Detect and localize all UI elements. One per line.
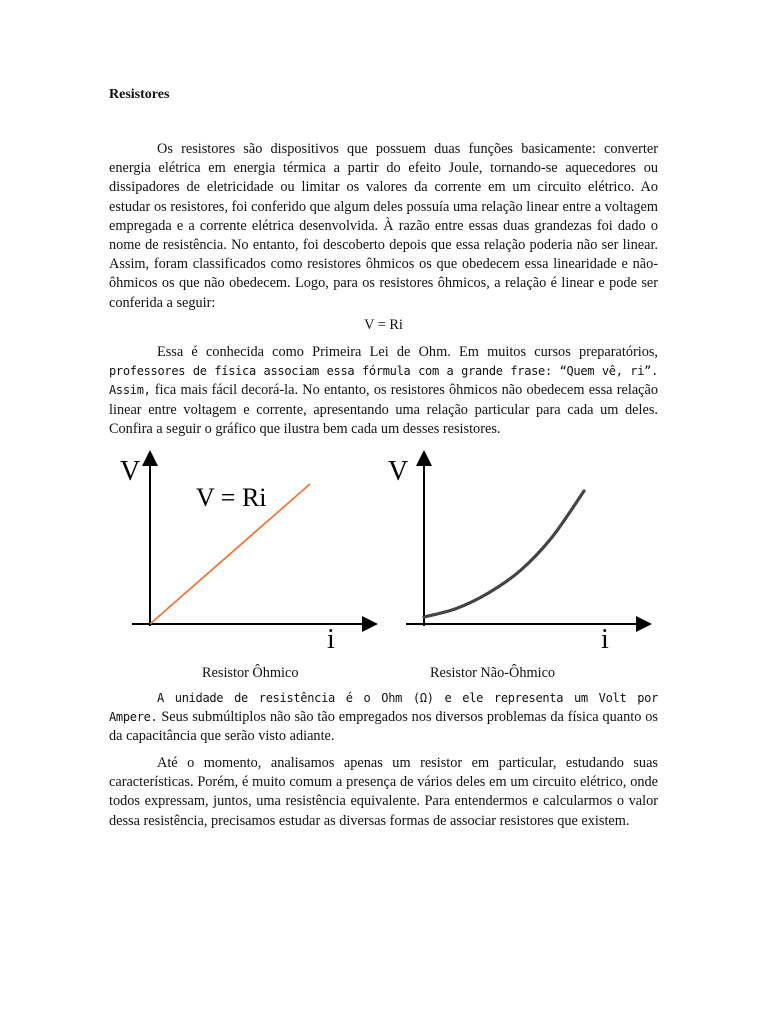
ohmic-chart xyxy=(120,448,380,653)
paragraph-2-text-b: fica mais fácil decorá-la. No entanto, os resistores ôhmicos não obedecem essa relação linear entre voltagem e corrente, apresentando uma relação particular para cada um deles. Confira a seguir o gráfico que ilustra bem cada um desses resistores. xyxy=(109,382,659,437)
ohm-formula: V = Ri xyxy=(364,317,403,333)
ohmic-annotation: V = Ri xyxy=(196,483,267,512)
nonohmic-x-label: i xyxy=(601,624,609,655)
paragraph-3-mono: A unidade de resistência é o Ohm (Ω) e ele representa um Volt por Ampere. xyxy=(109,691,658,725)
paragraph-1 xyxy=(109,140,658,313)
nonohmic-series-curve xyxy=(424,491,584,617)
paragraph-1-text: Os resistores são dispositivos que possuem duas funções basicamente: converter energia elétrica em energia térmica a partir do efeito Joule, tornando-se aquecedores ou dissipadores de eletricidade ou limitar os valores da corrente em um circuito elétrico. Ao estudar os resistores, foi conferido que algum deles possuía uma relação linear entre a voltagem empregada e a corrente elétrica desenvolvida. À razão entre essas duas grandezas foi dado o nome de resistência. No entanto, foi descoberto depois que essa relação poderia não ser linear. Assim, foram classificados como resistores ôhmicos os que obedecem essa linearidade e não-ôhmicos os que não obedecem. Logo, para os resistores ôhmicos, a relação é linear e pode ser conferida a seguir: xyxy=(109,141,658,311)
nonohmic-caption: Resistor Não-Ôhmico xyxy=(430,665,556,681)
ohmic-x-label: i xyxy=(327,624,335,655)
paragraph-4 xyxy=(109,754,658,831)
nonohmic-y-label: V xyxy=(388,456,409,487)
nonohmic-chart xyxy=(388,448,654,655)
paragraph-3 xyxy=(109,689,658,747)
paragraph-2-mono: professores de física associam essa fórmula com a grande frase: “Quem vê, ri”. Assim, xyxy=(109,364,658,398)
paragraph-3-text: Seus submúltiplos não são tão empregados nos diversos problemas da física quanto os da capacitância que serão visto adiante. xyxy=(109,709,659,745)
ohmic-caption: Resistor Ôhmico xyxy=(202,665,299,681)
paragraph-4-text: Até o momento, analisamos apenas um resistor em particular, estudando suas características. Porém, é muito comum a presença de vários deles em um circuito elétrico, onde todos expressam, juntos, uma resistência equivalente. Para entendermos e calcularmos o valor dessa resistência, precisamos estudar as diversas formas de associar resistores que existem. xyxy=(109,755,658,829)
paragraph-2 xyxy=(109,343,658,439)
page-title: Resistores xyxy=(109,87,170,102)
ohmic-y-label: V xyxy=(120,456,141,487)
paragraph-2-text-a: Essa é conhecida como Primeira Lei de Ohm. Em muitos cursos preparatórios, xyxy=(157,344,658,360)
